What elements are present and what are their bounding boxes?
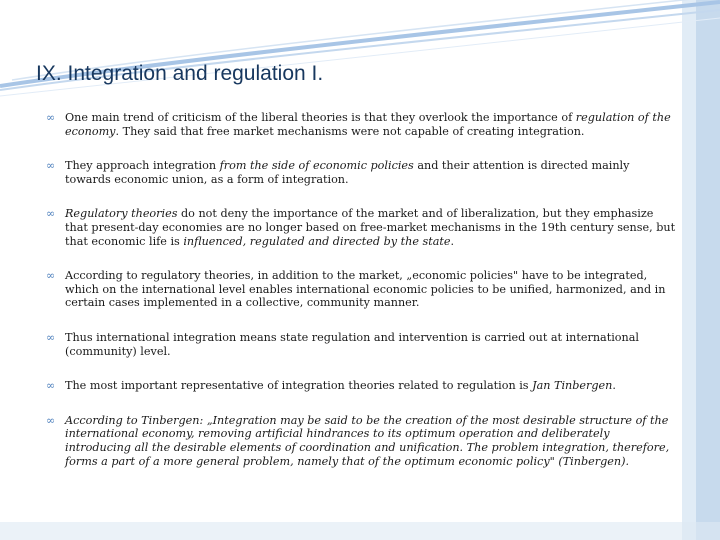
- infinity-bullet-icon: ∞: [46, 111, 56, 124]
- bullet-list: [46, 111, 676, 468]
- bullet-text: One main trend of criticism of the liberal theories is that they overlook the importance of: [65, 111, 576, 124]
- bullet-item: [46, 207, 676, 248]
- infinity-bullet-icon: ∞: [46, 330, 56, 344]
- bullet-text-italic: influenced, regulated and directed by the state: [183, 234, 451, 248]
- infinity-bullet-icon: ∞: [46, 159, 56, 173]
- bullet-item: [46, 159, 676, 186]
- bullet-item: [46, 414, 676, 468]
- bullet-item: [46, 269, 676, 310]
- bullet-text: Thus international integration means state regulation and intervention is carried out at international (community) level.: [65, 330, 639, 358]
- bullet-item: [46, 111, 676, 138]
- bullet-text-italic: Jan Tinbergen: [532, 379, 613, 393]
- bullet-text-italic: from the side of economic policies: [219, 159, 414, 173]
- bullet-text-italic: regulation of the economy: [65, 111, 671, 138]
- bullet-text-italic: According to Tinbergen: „Integration may be said to be the creation of the most desirable structure of the international economy, removing artificial hindrances to its optimum operation and deliberately introducing all the desirable elements of coordination and unification. The problem integration, therefore, forms a part of a more general problem, namely that of the optimum economic policy" (Tinbergen).: [65, 413, 670, 468]
- bullet-text: The most important representative of integration theories related to regulation is: [65, 379, 533, 393]
- bullet-item: [46, 379, 676, 393]
- infinity-bullet-icon: ∞: [46, 379, 56, 393]
- bullet-text: They approach integration: [65, 159, 220, 173]
- infinity-bullet-icon: ∞: [46, 269, 56, 283]
- bullet-item: [46, 331, 676, 358]
- bullet-text: and their attention is directed mainly towards economic union, as a form of integration.: [65, 159, 630, 186]
- infinity-bullet-icon: ∞: [46, 413, 56, 427]
- bullet-text-italic: Regulatory theories: [65, 207, 178, 221]
- infinity-bullet-icon: ∞: [46, 207, 56, 221]
- bullet-text: . They said that free market mechanisms were not capable of creating integration.: [115, 124, 585, 138]
- bullet-text: do not deny the importance of the market and of liberalization, but they emphasize that present-day economies are no longer based on free-market mechanisms in the 19th century sense, but that economic life is: [65, 207, 676, 248]
- bullet-text: According to regulatory theories, in addition to the market, „economic policies" have to be integrated, which on the international level enables international economic policies to be unified, harmonized, and in certain cases implemented in a collective, community manner.: [65, 269, 666, 310]
- slide-title: IX. Integration and regulation I.: [36, 62, 324, 85]
- bullet-text: .: [450, 234, 455, 248]
- bullet-text: .: [612, 379, 616, 393]
